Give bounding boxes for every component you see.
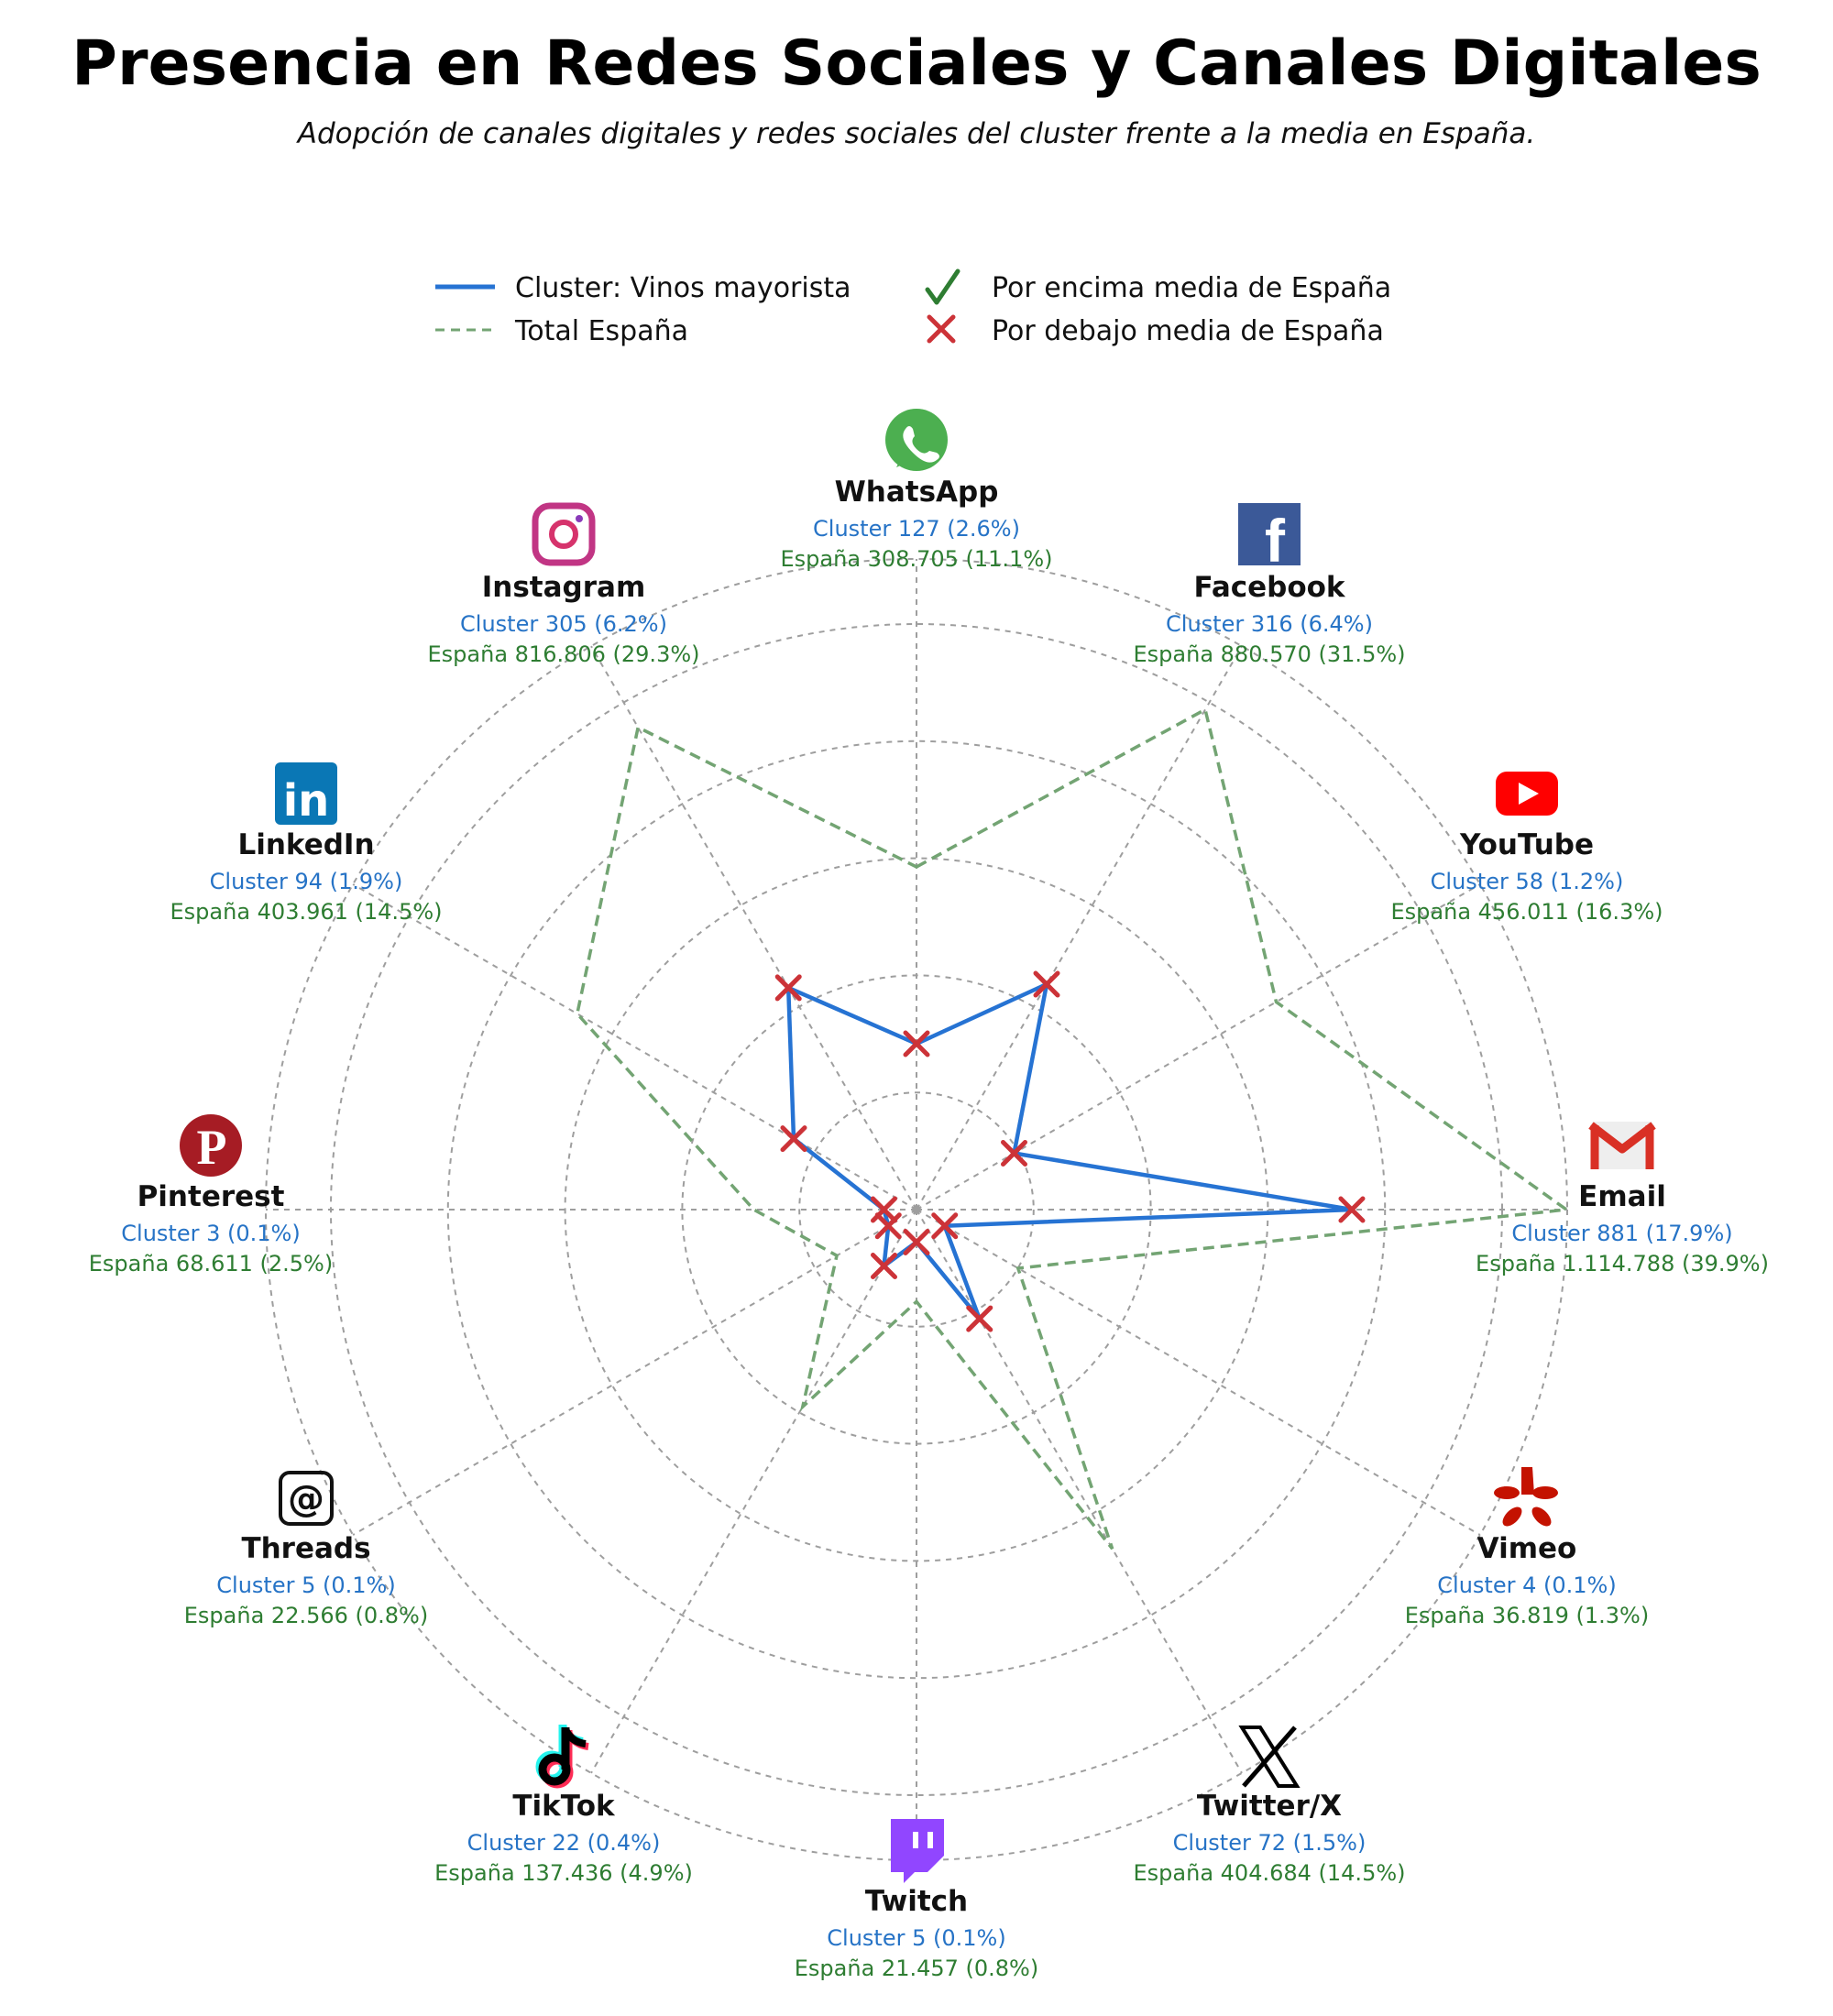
category-name: Twitter/X	[1196, 1790, 1343, 1823]
label-group-twitch	[795, 1819, 1038, 1981]
category-name: WhatsApp	[834, 476, 999, 509]
category-name: YouTube	[1460, 828, 1594, 861]
label-group-vimeo	[1405, 1467, 1649, 1628]
espana-value: España 1.114.788 (39.9%)	[1476, 1251, 1769, 1276]
cluster-value: Cluster 881 (17.9%)	[1511, 1221, 1733, 1246]
radar-markers	[777, 973, 1363, 1330]
espana-value: España 880.570 (31.5%)	[1133, 641, 1406, 667]
facebook-icon	[1238, 503, 1301, 575]
series-total-espana	[577, 709, 1566, 1549]
whatsapp-icon	[885, 409, 948, 471]
category-name: Twitch	[864, 1885, 969, 1918]
category-name: Email	[1578, 1180, 1666, 1213]
label-group-twitterx	[1134, 1727, 1406, 1886]
linkedin-icon	[275, 762, 337, 827]
marker-twitterx	[969, 1308, 991, 1330]
chart-subtitle: Adopción de canales digitales y redes sociales del cluster frente a la media en España.	[297, 117, 1536, 150]
cluster-value: Cluster 58 (1.2%)	[1430, 869, 1624, 894]
cluster-value: Cluster 305 (6.2%)	[460, 611, 667, 637]
axis-labels	[89, 409, 1769, 1981]
label-group-whatsapp	[781, 409, 1053, 572]
espana-value: España 36.819 (1.3%)	[1404, 1603, 1650, 1628]
legend-below-label: Por debajo media de España	[992, 315, 1384, 347]
cluster-value: Cluster 72 (1.5%)	[1172, 1830, 1367, 1856]
cluster-value: Cluster 22 (0.4%)	[466, 1830, 661, 1856]
yelp-icon	[1494, 1467, 1558, 1529]
category-name: TikTok	[512, 1790, 615, 1823]
radar-grid	[266, 559, 1567, 1860]
cluster-value: Cluster 3 (0.1%)	[121, 1221, 301, 1246]
cluster-value: Cluster 127 (2.6%)	[813, 516, 1020, 542]
label-group-instagram	[428, 506, 700, 667]
legend-total-label: Total España	[515, 315, 689, 347]
cluster-value: Cluster 316 (6.4%)	[1166, 611, 1373, 637]
espana-value: España 137.436 (4.9%)	[434, 1860, 693, 1886]
cluster-value: Cluster 5 (0.1%)	[216, 1572, 396, 1598]
spoke-2	[916, 884, 1480, 1210]
gmail-icon	[1591, 1122, 1653, 1169]
series-cluster	[788, 984, 1352, 1319]
espana-value: España 68.611 (2.5%)	[88, 1251, 334, 1276]
category-name: Instagram	[481, 571, 646, 604]
spoke-4	[916, 1210, 1480, 1535]
cross-icon	[929, 317, 953, 341]
spoke-7	[591, 1210, 916, 1773]
svg-text:P: P	[196, 1120, 227, 1175]
center-dot	[912, 1205, 921, 1214]
twitch-icon	[891, 1819, 944, 1883]
label-group-email	[1476, 1122, 1769, 1276]
cluster-value: Cluster 4 (0.1%)	[1437, 1572, 1617, 1598]
cluster-value: Cluster 94 (1.9%)	[209, 869, 403, 894]
svg-text:@: @	[288, 1478, 324, 1520]
tiktok-icon	[540, 1725, 588, 1784]
chart-title: Presencia en Redes Sociales y Canales Digitales	[71, 27, 1762, 100]
category-name: Pinterest	[137, 1180, 285, 1213]
espana-value: España 403.961 (14.5%)	[170, 899, 443, 925]
threads-icon	[280, 1473, 332, 1524]
legend-above-label: Por encima media de España	[992, 272, 1392, 304]
espana-value: España 308.705 (11.1%)	[780, 546, 1053, 572]
spoke-1	[916, 646, 1242, 1210]
category-name: Threads	[241, 1532, 371, 1565]
espana-value: España 22.566 (0.8%)	[183, 1603, 429, 1628]
cluster-value: Cluster 5 (0.1%)	[827, 1925, 1006, 1951]
label-group-youtube	[1391, 772, 1663, 925]
instagram-icon	[535, 506, 592, 563]
youtube-icon	[1496, 772, 1558, 816]
category-name: Vimeo	[1476, 1532, 1577, 1565]
radar-series	[577, 709, 1566, 1549]
label-group-linkedin	[170, 762, 443, 925]
legend-cluster-label: Cluster: Vinos mayorista	[515, 272, 851, 304]
spoke-10	[353, 884, 916, 1210]
label-group-pinterest	[89, 1114, 333, 1276]
pinterest-icon	[180, 1114, 242, 1177]
svg-text:f: f	[1265, 507, 1285, 575]
legend	[435, 271, 1391, 347]
category-name: Facebook	[1193, 571, 1345, 604]
espana-value: España 456.011 (16.3%)	[1390, 899, 1663, 925]
check-icon	[927, 271, 958, 302]
label-group-facebook	[1134, 503, 1406, 667]
category-name: LinkedIn	[237, 828, 375, 861]
x-icon	[1242, 1727, 1297, 1786]
svg-text:in: in	[282, 775, 330, 827]
spoke-11	[591, 646, 916, 1210]
espana-value: España 816.806 (29.3%)	[427, 641, 700, 667]
espana-value: España 21.457 (0.8%)	[794, 1956, 1039, 1981]
label-group-threads	[184, 1473, 428, 1628]
spoke-8	[353, 1210, 916, 1535]
spoke-5	[916, 1210, 1242, 1773]
espana-value: España 404.684 (14.5%)	[1133, 1860, 1406, 1886]
